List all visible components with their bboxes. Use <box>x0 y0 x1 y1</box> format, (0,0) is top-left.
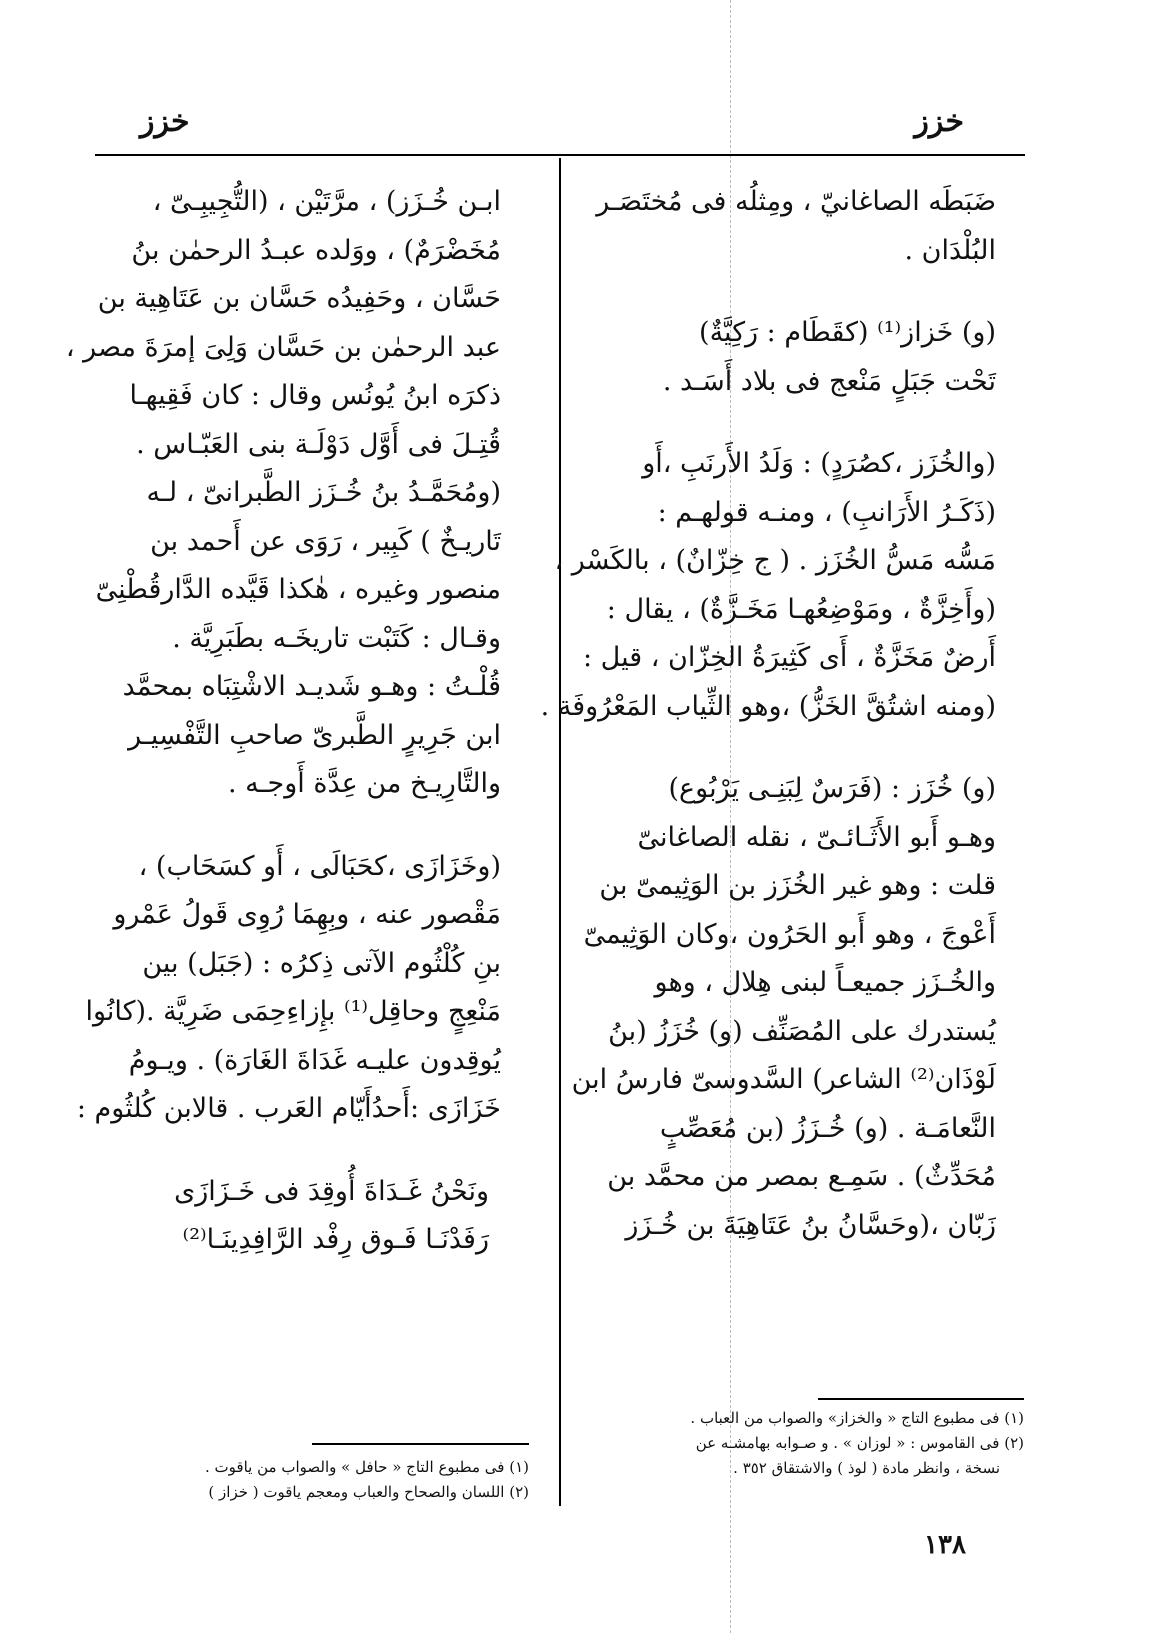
text-line: (وأَخِزَّةٌ ، ومَوْضِعُهـا مَخَـزَّةٌ) ، يقال : <box>606 593 996 625</box>
text-line: ضَبَطَه الصاغانيّ ، ومِثلُه فى مُختَصَـر <box>596 186 996 217</box>
right-column <box>540 178 1024 1284</box>
text-line: مُخَضْرَمٌ) ، ووَلده عبـدُ الرحمٰن بنُ <box>131 234 501 266</box>
paragraph <box>596 178 1024 275</box>
text-line: وهـو أَبو الأَثَـائـىّ ، نقله الصاغانىّ <box>637 821 996 853</box>
running-header-right: خزز <box>914 104 964 139</box>
text-line: خَزَازَى :أَحدُأَيّام العَرب . قالابن كُلثُوم : <box>76 1093 501 1124</box>
text-line: تَحْت جَبَلٍ مَنْعج فى بلاد أَسَـد . <box>662 365 996 397</box>
text-line: قُتِـلَ فى أَوَّل دَوْلَـة بنى العَبّـاس . <box>136 428 501 460</box>
text-line: البُلْدَان . <box>904 234 996 266</box>
text-line: منصور وغيره ، هٰكذا قَيَّده الدَّارقُطْنِىّ <box>95 574 501 605</box>
header-rule <box>95 154 1025 156</box>
text-line: مَقْصور عنه ، وبِهِمَا رُوِى قَولُ عَمْرو <box>113 899 501 930</box>
text-line: أَرضٌ مَخَزَّةٌ ، أَى كَثِيرَةُ الخِزّان ، قيل : <box>582 642 996 673</box>
text-line: لَوْذَان⁽²⁾ الشاعر) السَّدوسىّ فارسُ ابن <box>571 1064 996 1095</box>
text-line: والتَّارِيـخ من عِدَّة أَوجـه . <box>227 768 501 799</box>
text-line: أَعْوجَ ، وهو أَبو الحَرُون ،وكان الوَثِيمىّ <box>583 918 996 950</box>
page-number: ١٣٨ <box>924 1530 966 1560</box>
text-line: مَنْعِجٍ وحاقِل⁽¹⁾ بإِزاءِحِمَى ضَرِيَّة .(كانُوا <box>85 996 501 1027</box>
text-line: ابـن خُـزَز) ، مرَّتَيْن ، (التُّجِيبِـىّ ، <box>152 186 501 217</box>
text-line: مُحَدِّثٌ) . سَمِـع بمصر من محمَّد بن <box>607 1161 996 1192</box>
left-column <box>65 178 529 1299</box>
footnote: (٢) فى القاموس : « لوزان » . و صـوابه بهامشـه عن <box>695 1434 1024 1452</box>
text-line: النَّعامَـة . (و) خُـزَزُ (بن مُعَصِّبٍ <box>659 1112 996 1144</box>
text-line: (ذَكَـرُ الأَرَانبِ) ، ومنـه قولهـم : <box>657 496 996 528</box>
running-header-left: خزز <box>140 104 190 139</box>
verse-line: رَفَدْنَـا فَـوق رِفْد الرَّافِدِينَـا⁽²⁾ <box>182 1224 489 1255</box>
footnote: (١) فى مطبوع التاج « حافل » والصواب من ياقوت . <box>205 1458 529 1476</box>
text-line: تَاريـخٌ ) كَبِير ، رَوَى عن أَحمد بن <box>150 525 501 557</box>
text-line: ابن جَرِيرٍ الطَّبرىّ صاحبِ التَّفْسِيـر <box>128 719 501 751</box>
text-line: ذكرَه ابنُ يُونُس وقال : كان فَقِيهـا <box>129 380 501 411</box>
text-line: زَبّان ،(وحَسَّانُ بنُ عَتَاهِيَةَ بن خُـزَز <box>625 1209 996 1241</box>
footnotes-right <box>600 1406 1024 1481</box>
text-line: قلت : وهو غير الخُزَز بن الوَثِيمىّ بن <box>599 870 996 901</box>
footnote-rule-right <box>818 1398 1024 1400</box>
text-line: (ومُحَمَّـدُ بنُ خُـزَز الطَّبرانىّ ، لـه <box>146 477 501 508</box>
paragraph <box>76 843 529 1134</box>
text-line: يُوقِدون عليـه غَدَاةَ الغَارَة) . ويـومُ <box>128 1044 501 1076</box>
text-line: يُستدرك على المُصَنِّف (و) خُزَزُ (بنُ <box>608 1015 996 1047</box>
column-divider <box>559 158 561 1506</box>
text-line: مَسُّه مَسُّ الخُزَز . ( ج خِزّانٌ) ، بالكَسْر ، <box>554 545 996 576</box>
paragraph <box>65 178 529 809</box>
paragraph <box>540 440 1024 731</box>
text-line: (و) خُزَز : (فَرَسٌ لِبَنِـى يَرْبُوع) <box>668 773 996 804</box>
footnote: نسخة ، وانظر مادة ( لوذ ) والاشتقاق ٣٥٢ . <box>733 1459 1000 1477</box>
verse-line: ونَحْنُ غَـدَاةَ أُوقِدَ فى خَـزَازَى <box>174 1175 489 1207</box>
text-line: قُلْـتُ : وهـو شَديـد الاشْتِبَاه بمحمَّد <box>122 671 501 702</box>
footnote: (١) فى مطبوع التاج « والخزاز» والصواب من العباب . <box>690 1409 1024 1427</box>
text-line: حَسَّان ، وحَفِيدُه حَسَّان بن عَتَاهِية بن <box>97 283 501 314</box>
text-line: (و) خَزاز⁽¹⁾ (كقَطَام : رَكِيَّةٌ) <box>699 317 996 348</box>
text-line: (ومنه اشتُقَّ الخَزُّ) ،وهو الثِّياب المَعْرُوفَة . <box>540 690 996 722</box>
text-line: والخُـزَز جميعـاً لبنى هِلال ، وهو <box>654 967 996 998</box>
paragraph <box>600 309 1024 406</box>
text-line: (والخُزَز ،كصُرَدٍ) : وَلَدُ الأَرنَبِ ،أَو <box>642 448 996 479</box>
text-line: عبد الرحمٰن بن حَسَّان وَلِىَ إمرَةَ مصر ، <box>65 331 501 363</box>
text-line: بنِ كُلْثُوم الآتى ذِكرُه : (جَبَل) بين <box>142 947 501 979</box>
footnote: (٢) اللسان والصحاح والعباب ومعجم ياقوت ( خزاز ) <box>208 1483 529 1501</box>
text-line: وقـال : كَتَبْت تاريخَـه بطَبَرِيَّة . <box>172 622 501 654</box>
footnotes-left <box>96 1455 529 1505</box>
paragraph <box>571 765 1024 1250</box>
text-line: (وخَزَازَى ،كحَبَالَى ، أَو كسَحَاب) ، <box>138 850 501 882</box>
verse <box>96 1168 529 1265</box>
footnote-rule-left <box>312 1443 529 1445</box>
